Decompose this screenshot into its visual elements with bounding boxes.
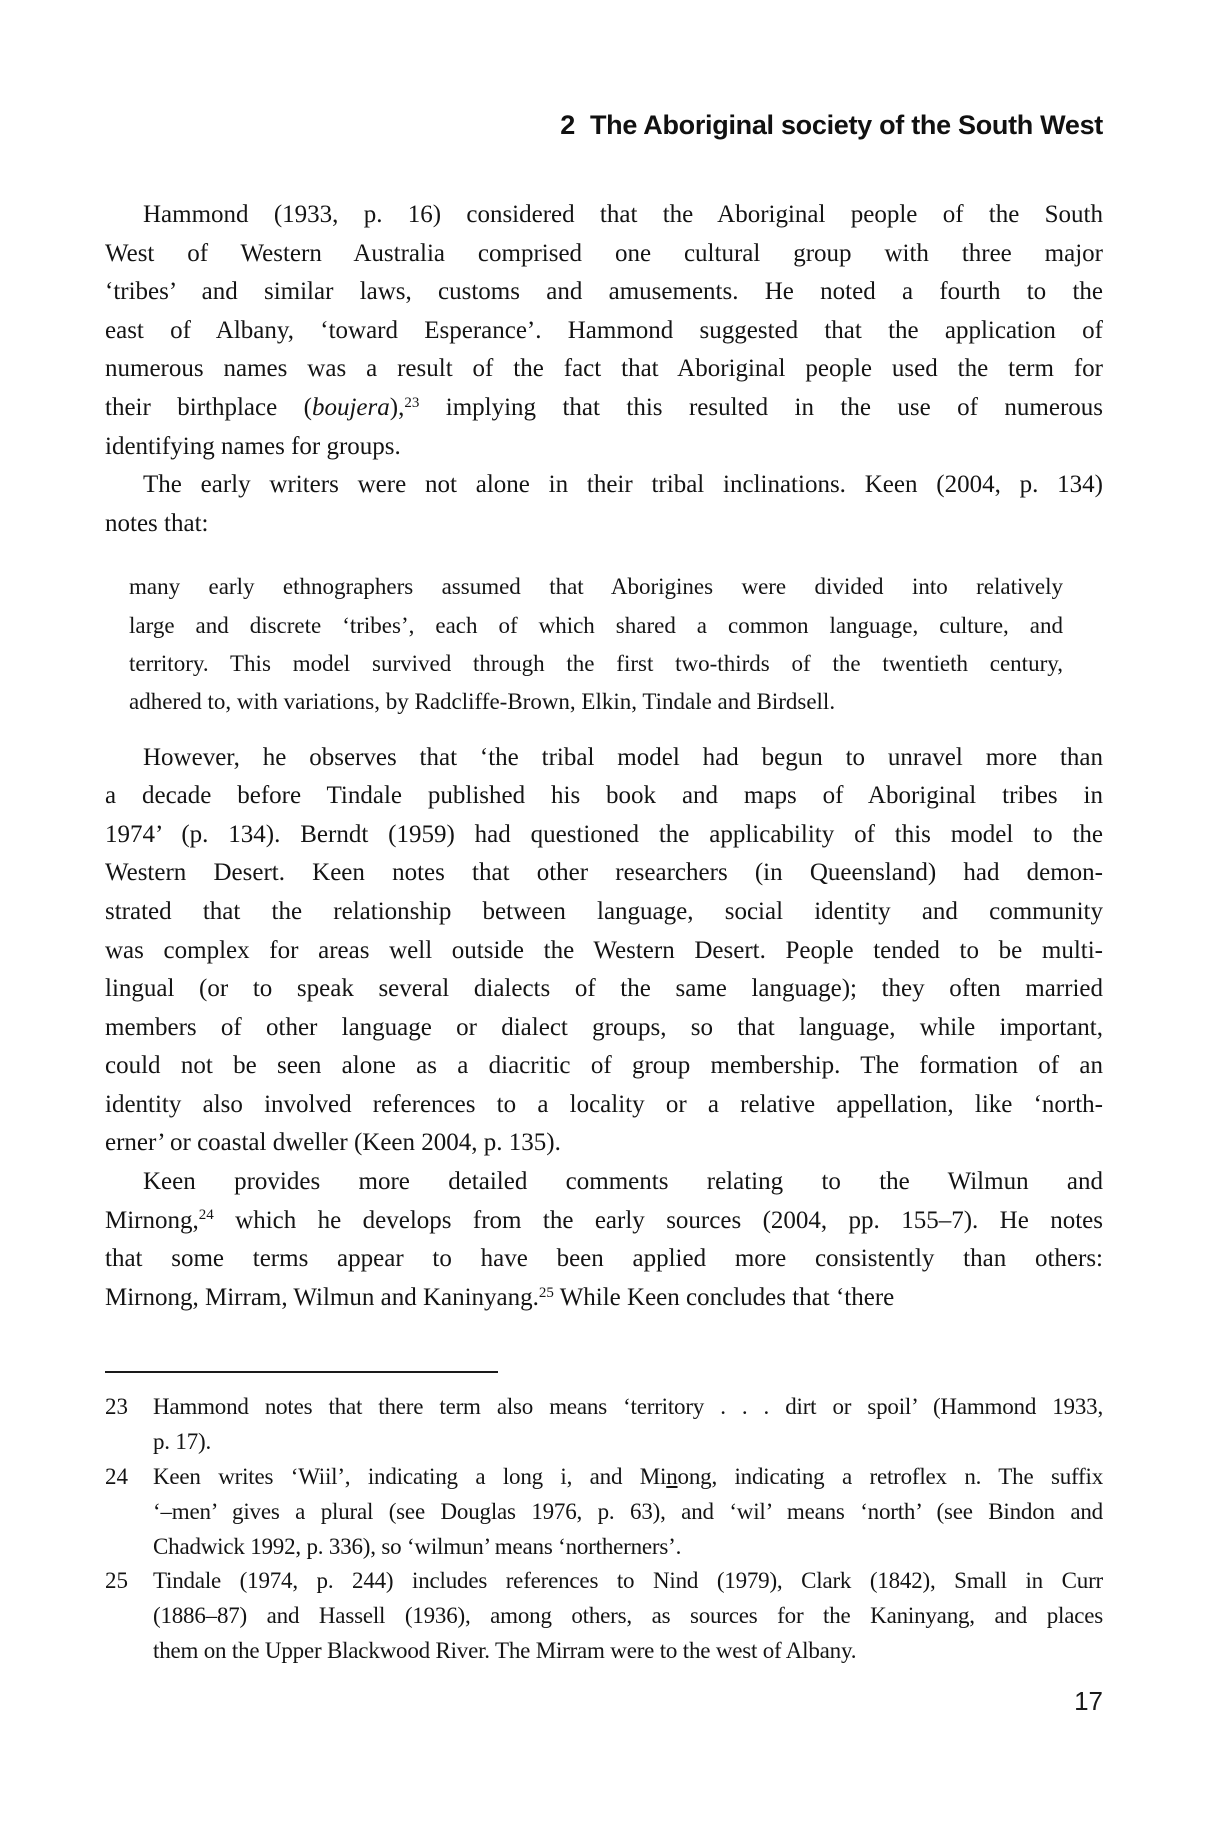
text-line: Hammond (1933, p. 16) considered that the Aboriginal people of the South	[143, 201, 1103, 228]
text-line: notes that:	[105, 509, 209, 537]
paragraph	[105, 1163, 1103, 1317]
page-number: 17	[1074, 1686, 1103, 1716]
text-line: large and discrete ‘tribes’, each of which shared a common language, culture, and	[129, 612, 1063, 638]
footnote-number: 24	[105, 1464, 128, 1490]
text-line: Hammond notes that there term also means ‘territory . . . dirt or spoil’ (Hammond 1933,	[153, 1394, 1103, 1420]
text-line: West of Western Australia comprised one cultural group with three major	[105, 239, 1103, 267]
text-line: However, he observes that ‘the tribal model had begun to unravel more than	[143, 743, 1103, 771]
block-quote	[105, 568, 1103, 721]
text-line: p. 17).	[153, 1429, 212, 1455]
paragraph	[105, 196, 1103, 466]
text-line: their birthplace (boujera),$^{23}$ implying that this resulted in the use of numerous	[105, 393, 1103, 421]
text-line: 1974’ (p. 134). Berndt (1959) had questioned the applicability of this model to the	[105, 820, 1103, 848]
text-line: ‘–men’ gives a plural (see Douglas 1976, p. 63), and ‘wil’ means ‘north’ (see Bindon and	[153, 1498, 1103, 1524]
footnote-number: 23	[105, 1394, 128, 1420]
text-line: strated that the relationship between language, social identity and community	[105, 897, 1103, 925]
footnote	[105, 1390, 1103, 1460]
text-line: The early writers were not alone in their tribal inclinations. Keen (2004, p. 134)	[143, 471, 1103, 499]
text-line: them on the Upper Blackwood River. The Mirram were to the west of Albany.	[153, 1638, 857, 1664]
paragraph	[105, 739, 1103, 1164]
text-line: could not be seen alone as a diacritic of group membership. The formation of an	[105, 1052, 1103, 1080]
text-line: Mirnong, Mirram, Wilmun and Kaninyang.$^{25}$ While Keen concludes that ‘there	[105, 1283, 895, 1311]
footnote	[105, 1564, 1103, 1668]
text-line: Chadwick 1992, p. 336), so ‘wilmun’ means ‘northerners’.	[153, 1533, 682, 1559]
text-line: Western Desert. Keen notes that other researchers (in Queensland) had demon-	[105, 859, 1103, 887]
paragraph	[105, 466, 1103, 543]
text-line: was complex for areas well outside the Western Desert. People tended to be multi-	[105, 936, 1103, 964]
footnote-separator-rule	[105, 1371, 498, 1373]
text-line: Mirnong,$^{24}$ which he develops from the early sources (2004, pp. 155–7). He notes	[105, 1206, 1103, 1234]
text-line: Tindale (1974, p. 244) includes references to Nind (1979), Clark (1842), Small in Curr	[153, 1568, 1103, 1594]
text-line: identity also involved references to a locality or a relative appellation, like ‘north-	[105, 1090, 1103, 1118]
footnotes	[105, 1390, 1103, 1668]
chapter-number: 2	[560, 110, 575, 140]
text-line: a decade before Tindale published his book and maps of Aboriginal tribes in	[105, 782, 1103, 810]
text-line: Keen writes ‘Wiil’, indicating a long i, and Minong, indicating a retroflex n. The suffix	[153, 1464, 1103, 1490]
text-line: territory. This model survived through the first two-thirds of the twentieth century,	[129, 650, 1063, 676]
text-line: many early ethnographers assumed that Aborigines were divided into relatively	[129, 574, 1063, 600]
text-line: ‘tribes’ and similar laws, customs and amusements. He noted a fourth to the	[105, 278, 1103, 306]
text-line: members of other language or dialect groups, so that language, while important,	[105, 1013, 1103, 1041]
text-line: east of Albany, ‘toward Esperance’. Hammond suggested that the application of	[105, 316, 1103, 344]
text-column	[105, 196, 1103, 1669]
text-line: Keen provides more detailed comments relating to the Wilmun and	[143, 1168, 1103, 1196]
chapter-title: The Aboriginal society of the South West	[589, 110, 1103, 140]
body-text	[105, 196, 1103, 1317]
text-line: identifying names for groups.	[105, 432, 401, 460]
running-header	[105, 110, 1103, 141]
text-line: adhered to, with variations, by Radcliffe-Brown, Elkin, Tindale and Birdsell.	[129, 689, 836, 715]
text-line: numerous names was a result of the fact that Aboriginal people used the term for	[105, 355, 1103, 383]
footnote	[105, 1460, 1103, 1564]
text-line: erner’ or coastal dweller (Keen 2004, p. 135).	[105, 1129, 561, 1157]
text-line: lingual (or to speak several dialects of the same language); they often married	[105, 975, 1103, 1003]
footnote-number: 25	[105, 1568, 128, 1594]
text-line: (1886–87) and Hassell (1936), among others, as sources for the Kaninyang, and places	[153, 1603, 1103, 1629]
text-line: that some terms appear to have been applied more consistently than others:	[105, 1245, 1103, 1273]
